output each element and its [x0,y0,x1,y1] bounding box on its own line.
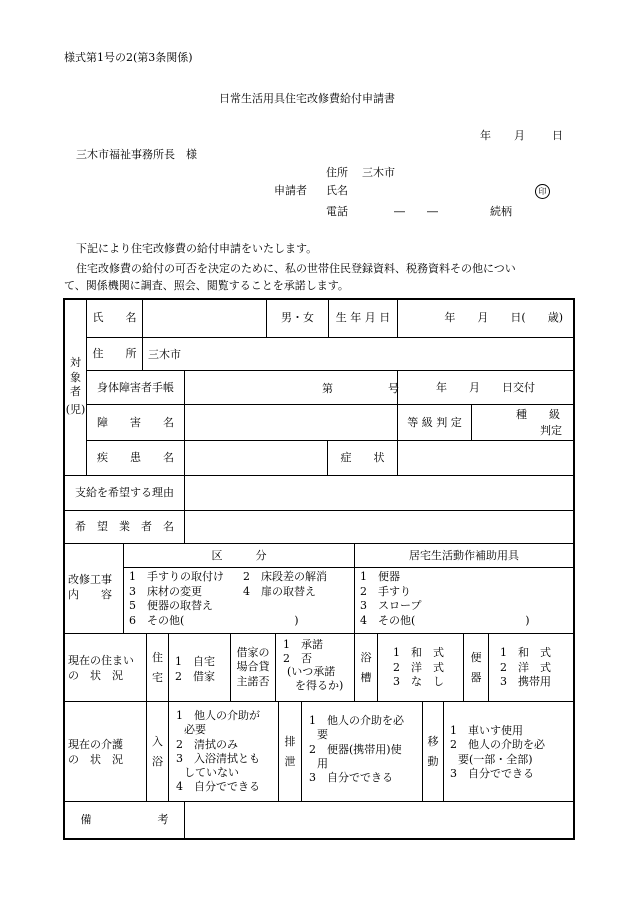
housing-label-char-1: 住 [152,650,163,664]
excretion-option-2-cont: 用 [317,756,328,770]
renovation-item-4[interactable]: 4 扉の取替え [243,584,316,598]
subject-label [65,299,86,475]
toilet-option-1[interactable]: 1 和 式 [500,646,551,659]
toilet-label [464,634,488,701]
housing-option-1[interactable]: 1 自宅 [175,655,215,668]
renovation-label [68,573,112,602]
bathing-option-1-cont: 必要 [184,723,206,737]
phone-dash-2: ― [427,205,438,218]
dob-label: 生 年 月 日 [335,311,391,325]
landlord-label-line-3: 主諾否 [236,674,270,688]
mobility-label-char-2: 動 [427,754,439,768]
toilet-options [500,646,551,690]
subject-address-label: 住 所 [92,347,137,361]
bathing-option-2[interactable]: 2 清拭のみ [176,737,238,751]
bathing-options [176,709,260,795]
mobility-options [450,724,545,781]
housing-options [175,655,215,684]
phone-dash-1: ― [394,205,405,218]
mobility-option-3[interactable]: 3 自分でできる [450,766,534,780]
disease-label: 疾 患 名 [97,451,174,465]
date-day: 日 [552,129,563,142]
toilet-option-3[interactable]: 3 携帯用 [500,675,551,689]
form-title: 日常生活用具住宅改修費給付申請書 [219,92,395,105]
bath-option-3[interactable]: 3 な し [393,675,444,689]
excretion-label [279,702,301,801]
equipment-item-1[interactable]: 1 便器 [360,570,400,583]
bath-label-char-1: 浴 [360,650,372,664]
toilet-label-char-1: 便 [470,650,482,664]
renovation-item-1[interactable]: 1 手すりの取付け [129,570,224,583]
bathing-option-3-cont: していない [184,766,239,780]
remarks-field[interactable] [185,802,573,838]
handbook-label: 身体障害者手帳 [97,380,174,394]
subject-label-char-3: 者 [70,385,81,398]
landlord-option-2[interactable]: 2 否 [283,651,312,665]
mobility-option-2[interactable]: 2 他人の介助を必 [450,738,545,752]
equipment-item-2[interactable]: 2 手すり [360,584,411,598]
addressee: 三木市福祉事務所長 様 [76,148,197,161]
renovation-label-line-1: 改修工事 [68,573,112,586]
bathing-option-3[interactable]: 3 入浴清拭とも [176,751,260,765]
bathing-option-1[interactable]: 1 他人の介助が [176,709,260,722]
grade-judge: 判定 [540,424,562,437]
applicant-role-label: 申請者 [274,184,307,197]
toilet-option-2[interactable]: 2 洋 式 [500,660,551,674]
applicant-phone-label: 電話 [326,205,348,218]
renovation-item-3[interactable]: 3 床材の変更 [129,584,202,598]
bath-options [393,646,444,690]
category-header: 区 分 [211,548,267,562]
renovation-label-line-2: 内 容 [68,587,112,601]
bath-option-2[interactable]: 2 洋 式 [393,660,444,674]
care-label-line-2: の 状 況 [68,752,123,766]
renovation-item-6[interactable]: 6 その他( ) [129,613,299,627]
date-month: 月 [514,129,525,142]
applicant-name-label: 氏名 [326,184,348,197]
grade-type: 種 級 [516,408,560,421]
applicant-address-label: 住所 [326,166,348,179]
care-label [68,738,123,767]
renovation-item-5[interactable]: 5 便器の取替え [129,599,213,613]
excretion-option-1-cont: 要 [317,728,328,742]
bath-label [355,634,377,701]
disability-label: 障 害 名 [97,415,174,429]
excretion-label-char-1: 排 [284,734,296,748]
residence-label-line-1: 現在の住まい [68,654,134,667]
housing-label [147,634,168,701]
excretion-option-2[interactable]: 2 便器(携帯用)使 [309,742,402,756]
handbook-number[interactable]: 第 号 [322,382,399,395]
handbook-issued-date[interactable]: 年 月 日交付 [436,380,535,394]
equipment-header: 居宅生活動作補助用具 [409,548,519,562]
landlord-option-3-note: (いつ承諾 [287,665,336,679]
subject-label-char-1: 対 [70,356,81,370]
intro-line-3: て、関係機関に調査、照会、閲覧することを承諾します。 [64,279,349,292]
landlord-options [283,638,343,693]
intro-line-1: 下記により住宅改修費の給付申請をいたします。 [76,242,318,255]
subject-name-field[interactable] [143,299,266,337]
remarks-label: 備 考 [80,813,169,827]
mobility-label [423,702,443,801]
excretion-option-3[interactable]: 3 自分でできる [309,771,393,785]
bathing-label [147,702,168,801]
landlord-label-line-2: 場合貸 [236,660,270,674]
landlord-label [231,634,275,701]
landlord-label-line-1: 借家の [236,646,270,660]
subject-label-char-2: 象 [70,370,81,384]
gender-options[interactable]: 男・女 [281,311,314,325]
applicant-relationship-label: 続柄 [490,205,512,218]
bathing-label-char-1: 入 [152,734,163,748]
residence-label-line-2: の 状 況 [68,668,123,682]
form-number: 様式第1号の2(第3条関係) [64,51,193,64]
equipment-items [360,570,530,628]
renovation-items-col2 [243,570,327,599]
intro-line-2: 住宅改修費の給付の可否を決定のために、私の世帯住民登録資料、税務資料その他につい [76,262,516,275]
equipment-item-3[interactable]: 3 スロープ [360,599,422,613]
excretion-label-char-2: 泄 [284,754,296,768]
equipment-item-4[interactable]: 4 その他( ) [360,613,530,627]
care-label-line-1: 現在の介護 [68,738,123,751]
bathing-option-4[interactable]: 4 自分でできる [176,780,260,794]
dob-value[interactable]: 年 月 日( 歳) [444,311,563,325]
housing-option-2[interactable]: 2 借家 [175,669,215,683]
excretion-options [309,714,404,785]
bathing-label-char-2: 浴 [152,754,163,768]
mobility-label-char-1: 移 [427,734,439,748]
grade-judgment-label: 等 級 判 定 [407,415,462,429]
renovation-item-2[interactable]: 2 床段差の解消 [243,570,327,583]
reason-label: 支給を希望する理由 [75,486,174,500]
contractor-label: 希 望 業 者 名 [75,520,174,534]
mobility-option-2-cont: 要(一部・全部) [458,752,533,766]
toilet-label-char-2: 器 [470,670,482,684]
date-year: 年 [480,129,491,142]
housing-label-char-2: 宅 [152,670,163,684]
seal-mark: 印 [535,184,550,199]
excretion-option-1[interactable]: 1 他人の介助を必 [309,714,404,727]
subject-name-label: 氏 名 [92,311,137,325]
bath-option-1[interactable]: 1 和 式 [393,646,444,659]
subject-label-char-4: (児) [65,403,86,417]
symptom-label: 症 状 [340,451,385,465]
bath-label-char-2: 槽 [360,670,372,684]
landlord-option-1[interactable]: 1 承諾 [283,638,323,651]
subject-address-value[interactable]: 三木市 [148,348,181,361]
landlord-option-3-note-2: を得るか) [295,678,344,692]
mobility-option-1[interactable]: 1 車いす使用 [450,724,523,737]
residence-label [68,654,134,683]
applicant-address-value: 三木市 [362,166,395,179]
